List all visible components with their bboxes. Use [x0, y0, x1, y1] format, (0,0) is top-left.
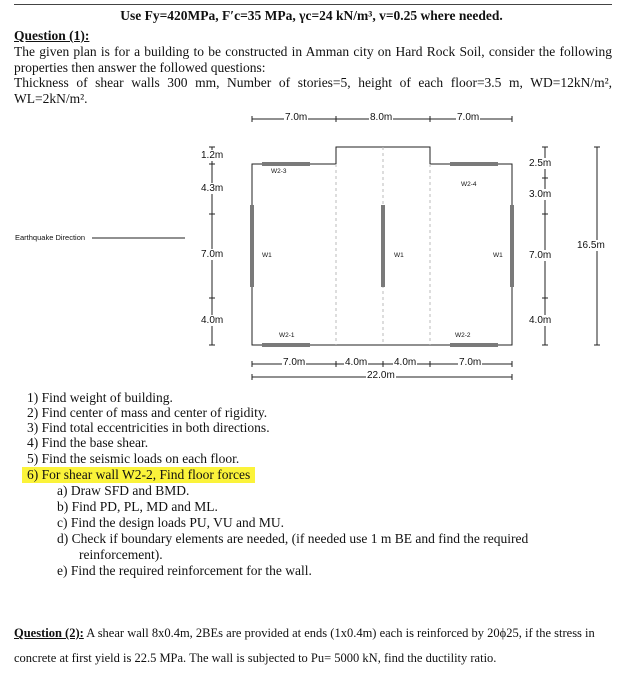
- dim-total-height: 16.5m: [577, 240, 605, 251]
- question2-title: Question (2):: [14, 626, 84, 640]
- subtask-d-continued: reinforcement).: [79, 547, 163, 562]
- task-5: 5) Find the seismic loads on each floor.: [27, 451, 240, 466]
- dim-left-1: 1.2m: [201, 150, 224, 161]
- dim-bottom-4: 7.0m: [459, 357, 482, 368]
- dim-right-2: 3.0m: [529, 189, 552, 200]
- shear-wall-W1-center: [381, 205, 385, 287]
- task-1: 1) Find weight of building.: [27, 390, 173, 405]
- wall-label-W1-right: W1: [493, 252, 503, 259]
- question2: [14, 621, 614, 671]
- floor-plan-drawing: [0, 100, 623, 390]
- question1-properties: Thickness of shear walls 300 mm, Number of stories=5, height of each floor=3.5 m, WD=12kN/m², WL=2kN/m².: [14, 75, 612, 106]
- subtask-b: b) Find PD, PL, MD and ML.: [57, 499, 218, 514]
- dim-bottom-2: 4.0m: [345, 357, 368, 368]
- shear-wall-W1-left: [250, 205, 254, 287]
- dim-right-3: 7.0m: [529, 250, 552, 261]
- header-line: Use Fy=420MPa, F′c=35 MPa, γc=24 kN/m³, v=0.25 where needed.: [120, 8, 503, 23]
- dim-bottom-1: 7.0m: [283, 357, 306, 368]
- wall-label-W2-2: W2-2: [455, 332, 471, 339]
- dim-left-2: 4.3m: [201, 183, 224, 194]
- question2-text: A shear wall 8x0.4m, 2BEs are provided at ends (1x0.4m) each is reinforced by 20ϕ25, if the stress in concrete at first yield is 22.5 MPa. The wall is subjected to Pu= 5000 kN, find the ductility ratio.: [14, 626, 595, 665]
- shear-wall-W2-4: [450, 162, 498, 166]
- question1-intro: The given plan is for a building to be constructed in Amman city on Hard Rock Soil, consider the following properties then answer the followed questions:: [14, 44, 612, 75]
- dim-top-1: 7.0m: [285, 112, 308, 123]
- dim-right-4: 4.0m: [529, 315, 552, 326]
- wall-label-W1-center: W1: [394, 252, 404, 259]
- dim-left-3: 7.0m: [201, 249, 224, 260]
- task-3: 3) Find total eccentricities in both directions.: [27, 420, 270, 435]
- subtask-d: d) Check if boundary elements are needed, (if needed use 1 m BE and find the required: [57, 531, 529, 546]
- subtask-e: e) Find the required reinforcement for the wall.: [57, 563, 312, 578]
- wall-label-W2-3: W2-3: [271, 168, 287, 175]
- dim-total-width: 22.0m: [367, 370, 395, 381]
- wall-label-W1-left: W1: [262, 252, 272, 259]
- subtask-a: a) Draw SFD and BMD.: [57, 483, 190, 498]
- dim-top-2: 8.0m: [370, 112, 393, 123]
- task-4: 4) Find the base shear.: [27, 435, 149, 450]
- question1-title: Question (1):: [14, 28, 90, 43]
- dim-bottom-3: 4.0m: [394, 357, 417, 368]
- top-rule: [14, 4, 612, 5]
- wall-label-W2-1: W2-1: [279, 332, 295, 339]
- task-6-highlighted: 6) For shear wall W2-2, Find floor forces: [22, 467, 255, 483]
- shear-wall-W2-3: [262, 162, 310, 166]
- shear-wall-W2-2: [450, 343, 498, 347]
- dim-top-3: 7.0m: [457, 112, 480, 123]
- dim-right-1: 2.5m: [529, 158, 552, 169]
- earthquake-direction-label: Earthquake Direction: [15, 233, 86, 242]
- dim-left-4: 4.0m: [201, 315, 224, 326]
- wall-label-W2-4: W2-4: [461, 181, 477, 188]
- shear-wall-W2-1: [262, 343, 310, 347]
- shear-wall-W1-right: [510, 205, 514, 287]
- subtask-c: c) Find the design loads PU, VU and MU.: [57, 515, 284, 530]
- task-2: 2) Find center of mass and center of rigidity.: [27, 405, 268, 420]
